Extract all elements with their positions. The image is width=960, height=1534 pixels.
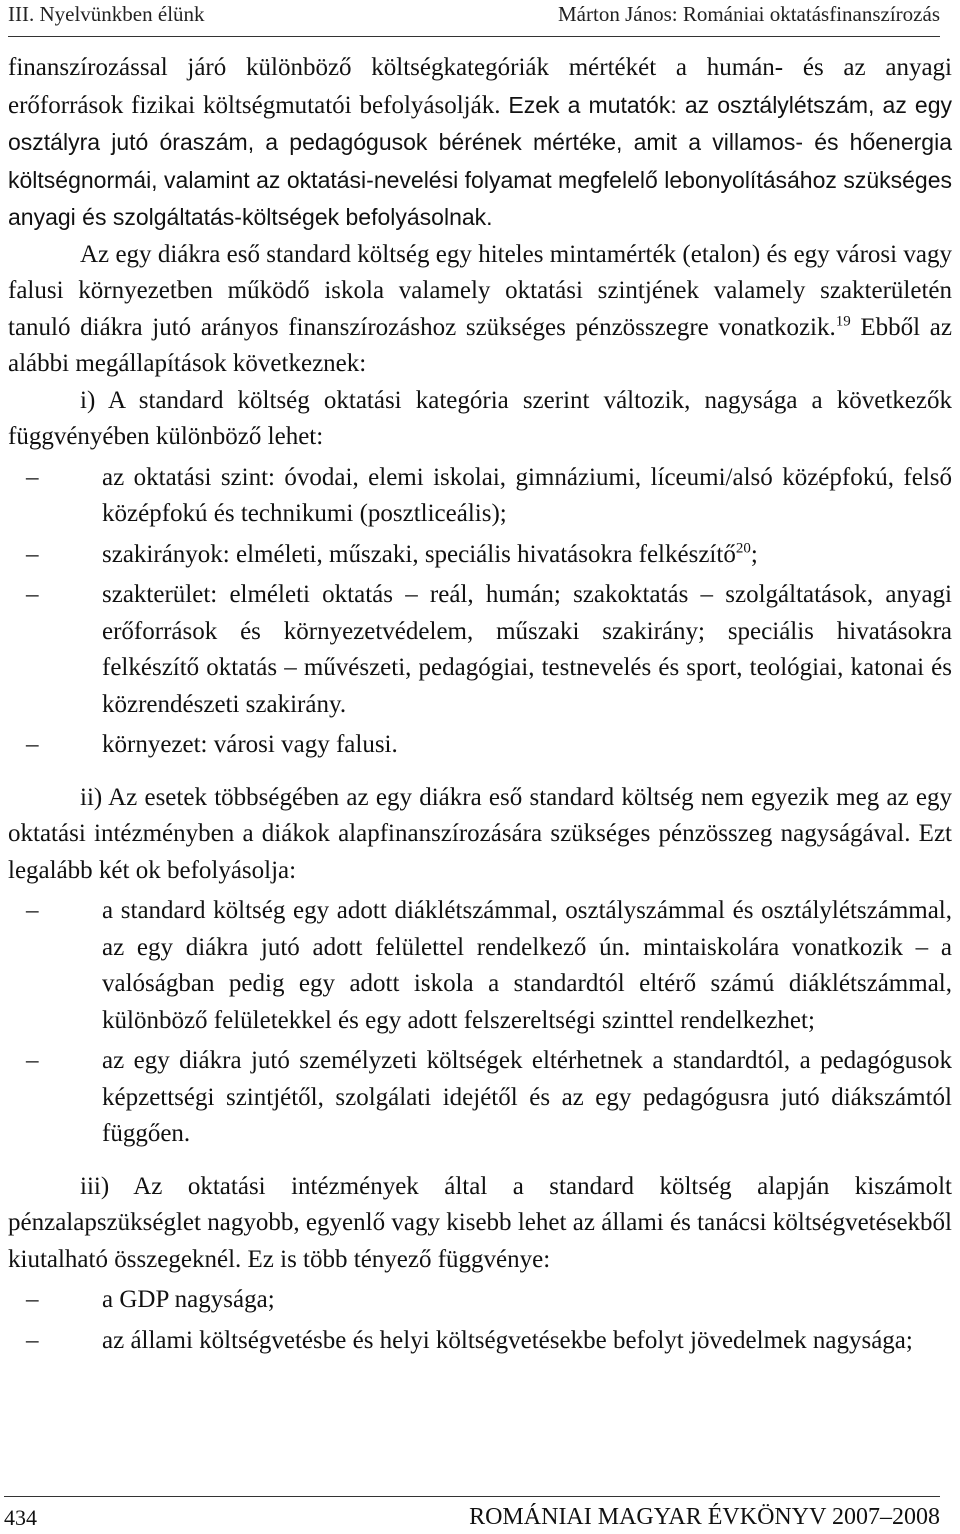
list-item xyxy=(8,460,952,533)
list-item xyxy=(8,1043,952,1153)
list-item xyxy=(8,893,952,1039)
header-section-title: III. Nyelvünkben élünk xyxy=(8,2,205,26)
paragraph-4: ii) Az esetek többségében az egy diákra eső standard költség nem egyezik meg az egy oktatási intézményben a diákok alapfinanszírozására szükséges pénzösszeg nagyságával. Ezt legalább két ok befolyásolja: xyxy=(8,783,952,884)
paragraph-1 xyxy=(8,50,952,237)
article-body xyxy=(8,50,952,1365)
list-item-text: az oktatási szint: óvodai, elemi iskolai, gimnáziumi, líceumi/alsó középfokú, felső középfokú és technikumi (posztliceális); xyxy=(102,463,952,527)
paragraph-5: iii) Az oktatási intézmények által a standard költség alapján kiszámolt pénzalapszükséglet nagyobb, egyenlő vagy kisebb lehet az állami és tanácsi költségvetésekből kiutalható összegeknél. Ez is több tényező függvénye: xyxy=(8,1172,952,1273)
list-item-text: a GDP nagysága; xyxy=(102,1286,275,1313)
dash-list-2 xyxy=(8,893,952,1153)
running-footer xyxy=(4,1496,940,1531)
publication-title: ROMÁNIAI MAGYAR ÉVKÖNYV 2007–2008 xyxy=(469,1504,940,1530)
paragraph-2-main: Az egy diákra eső standard költség egy hiteles mintamérték (etalon) és egy városi vagy falusi környezetben működő iskola valamely oktatási szintjének valamely szakterületén tanuló diákra jutó arányos finanszírozáshoz szükséges pénzösszegre vonatkozik. xyxy=(8,240,952,341)
dash-list-1 xyxy=(8,460,952,764)
list-item-text: az egy diákra jutó személyzeti költségek eltérhetnek a standardtól, a pedagógusok képzettségi szintjétől, szolgálati idejétől és az egy pedagógusra jutó diákszámtól függően. xyxy=(102,1047,952,1147)
list-item xyxy=(8,1282,952,1319)
paragraph-1-sans: Ezek a mutatók: az osztálylétszám, az egy osztályra jutó óraszám, a pedagógusok bérének mértéke, amit a villamos- és hőenergia költségnormái, valamint az oktatási-nevelési folyamat megfelelő lebonyolításához szükséges anyagi és szolgáltatás-költségek befolyásolnak. xyxy=(8,91,952,230)
list-item-text: környezet: városi vagy falusi. xyxy=(102,731,398,758)
footnote-ref-19[interactable]: 19 xyxy=(835,313,851,330)
header-article-title: Márton János: Romániai oktatásfinanszírozás xyxy=(558,2,940,26)
list-item xyxy=(8,727,952,764)
list-item-text: a standard költség egy adott diáklétszámmal, osztályszámmal és osztálylétszámmal, az egy diákra jutó adott felülettel rendelkező ún. mintaiskolára vonatkozik – a valóságban pedig egy adott iskola a standardtól eltérő számú diáklétszámmal, különböző felületekkel és egy adott felszereltségi szinttel rendelkezhet; xyxy=(102,897,952,1034)
paragraph-1-serif: finanszírozással járó különböző költségkategóriák mértékét a humán- és az anyagi erőforrások fizikai költségmutatói befolyásolják. xyxy=(8,54,952,119)
paragraph-2 xyxy=(8,237,952,383)
dash-list-3 xyxy=(8,1282,952,1359)
list-item-text: szakterület: elméleti oktatás – reál, humán; szakoktatás – szolgáltatások, anyagi erőforrások és környezetvédelem, műszaki szakirány; speciális hivatásokra felkészítő oktatás – művészeti, pedagógiai, testnevelés és sport, teológiai, katonai és közrendészeti szakirány. xyxy=(102,581,952,718)
paragraph-2-tail: Ebből az alábbi megállapítások következnek: xyxy=(8,313,952,377)
list-item-text: szakirányok: elméleti, műszaki, speciális hivatásokra felkészítő xyxy=(102,540,736,568)
list-item-text: az állami költségvetésbe és helyi költségvetésekbe befolyt jövedelmek nagysága; xyxy=(102,1326,913,1354)
list-item xyxy=(8,1323,952,1360)
list-item xyxy=(8,577,952,723)
running-header xyxy=(8,2,940,37)
list-item xyxy=(8,537,952,574)
list-item-punct: ; xyxy=(750,540,758,568)
page-number: 434 xyxy=(4,1505,37,1530)
footnote-ref-20[interactable]: 20 xyxy=(735,540,751,557)
paragraph-3: i) A standard költség oktatási kategória szerint változik, nagysága a következők függvényében különböző lehet: xyxy=(8,386,952,450)
